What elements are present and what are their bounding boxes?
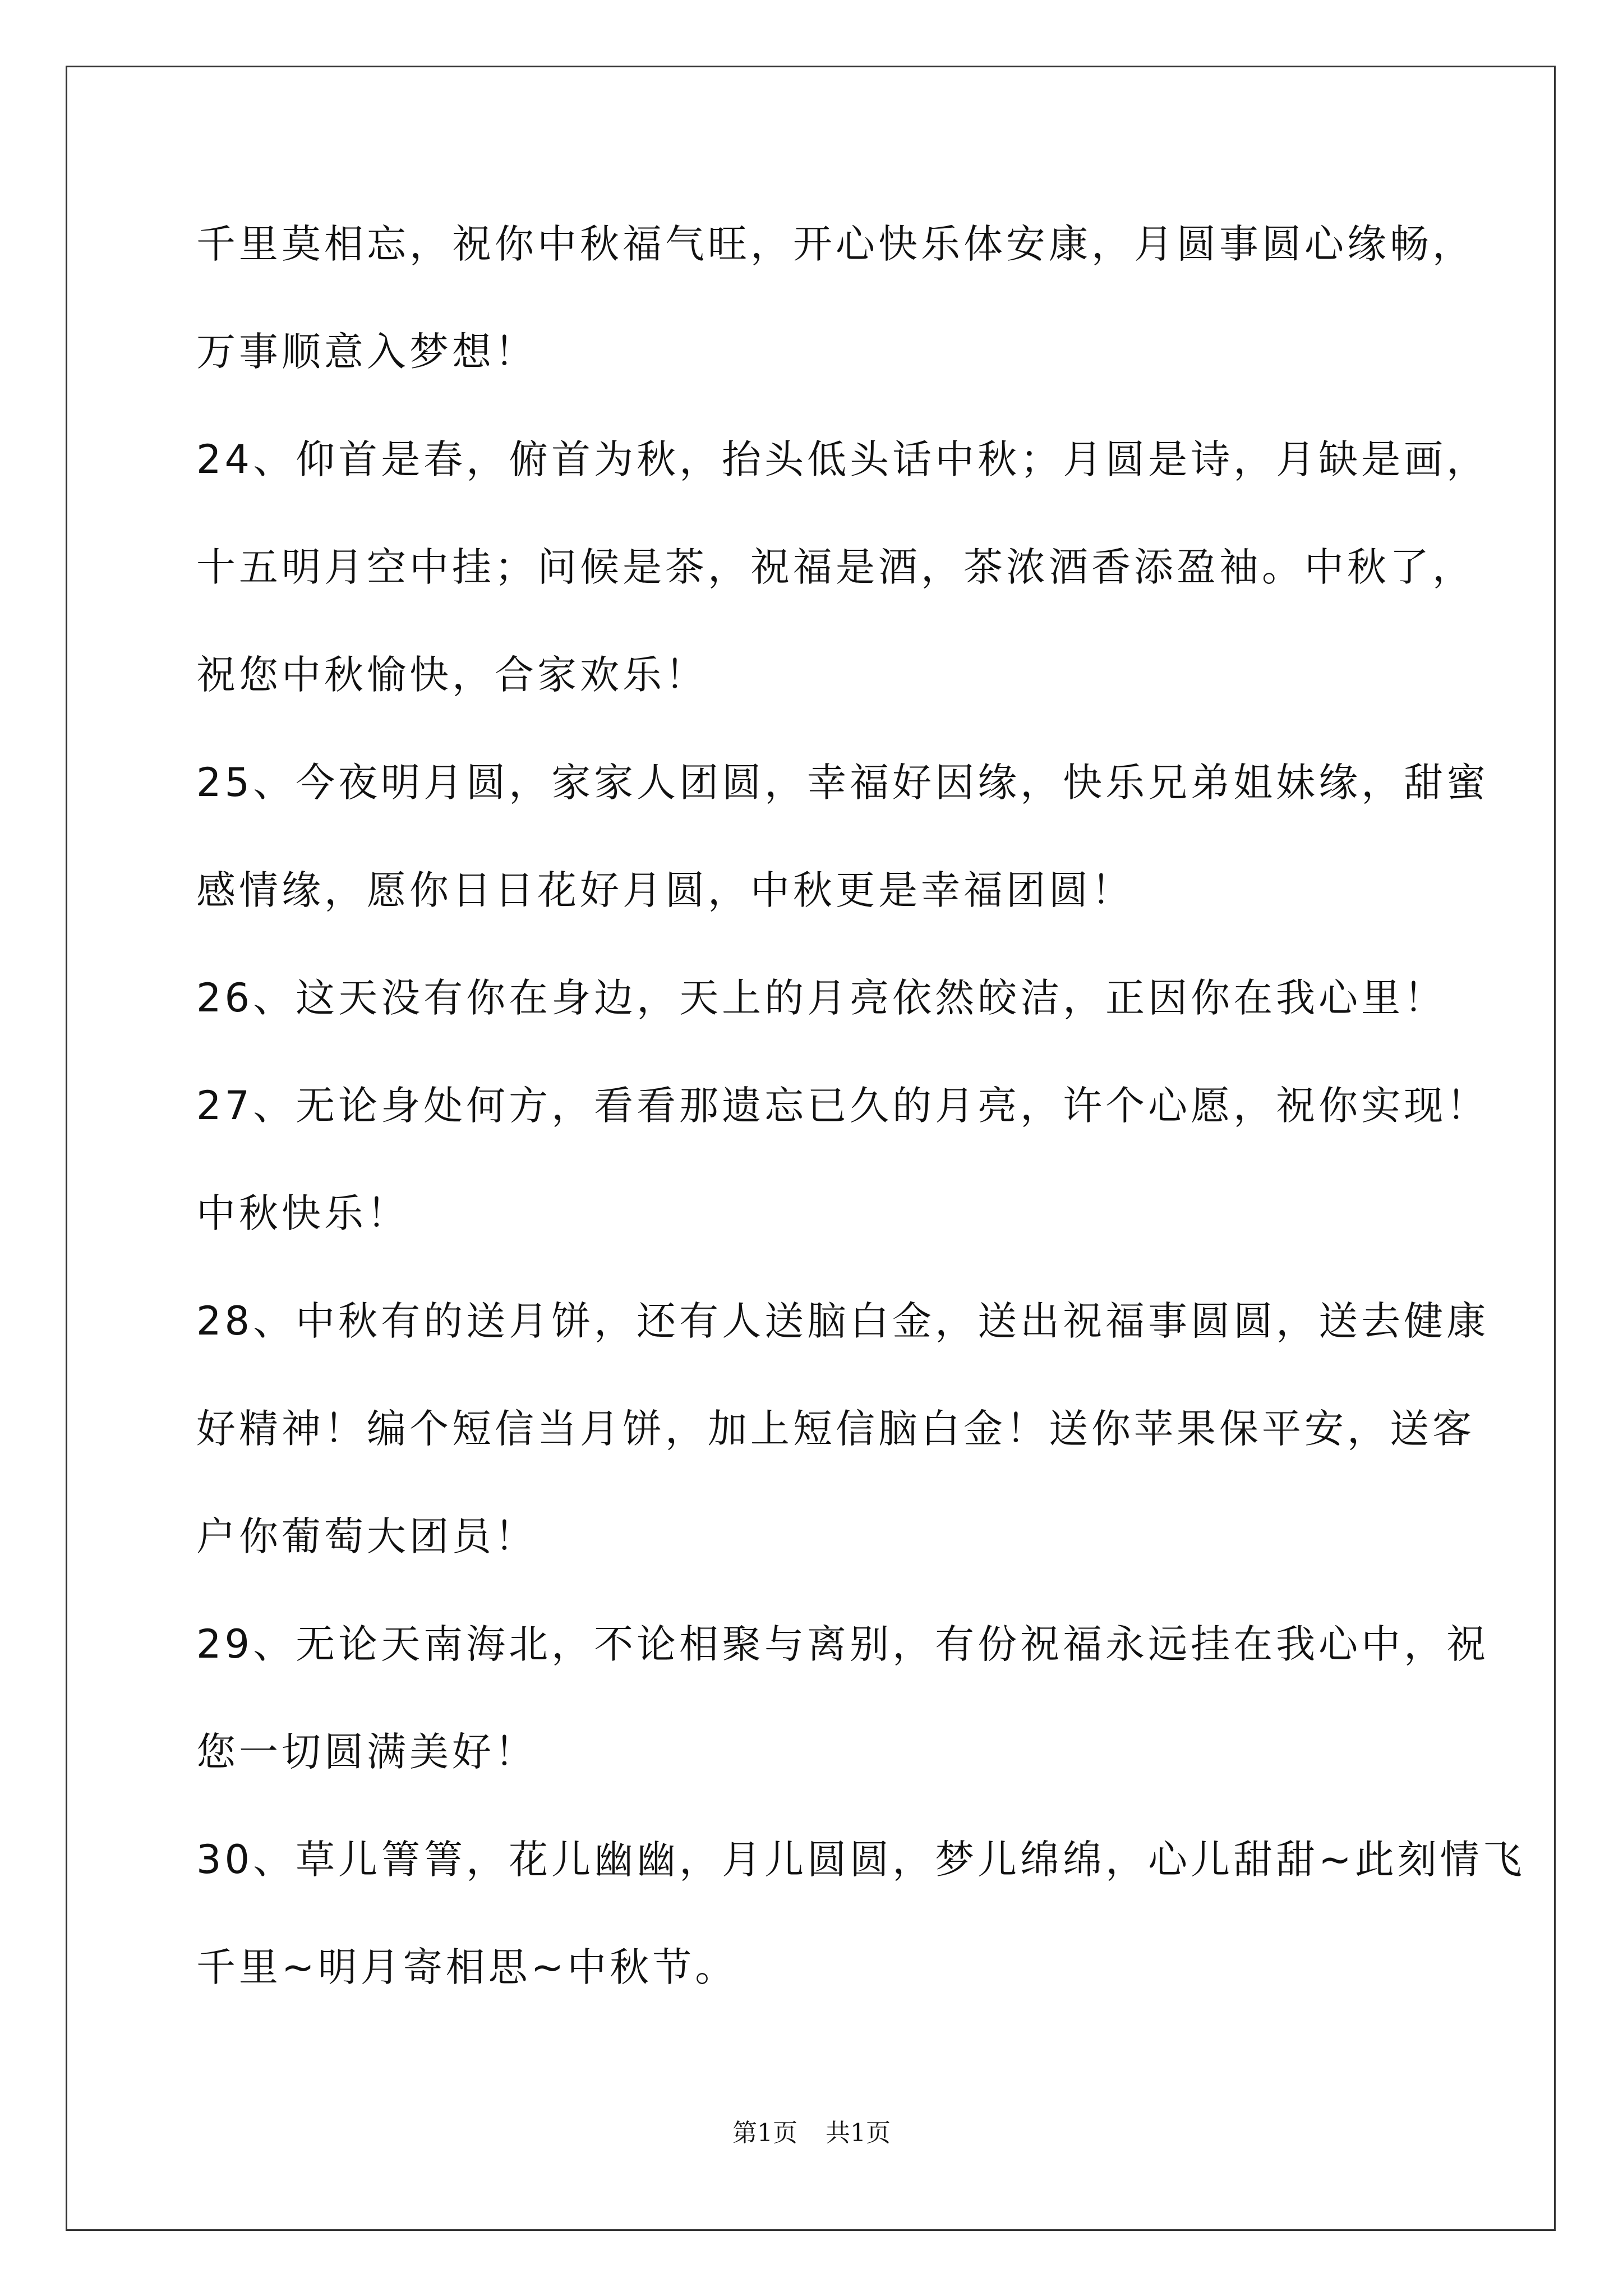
text-line: 26、这天没有你在身边，天上的月亮依然皎洁，正因你在我心里！ — [196, 975, 1447, 1021]
text-line: 好精神！编个短信当月饼，加上短信脑白金！送你苹果保平安，送客 — [196, 1406, 1475, 1452]
text-line: 29、无论天南海北，不论相聚与离别，有份祝福永远挂在我心中，祝 — [196, 1621, 1490, 1667]
text-line: 中秋快乐！ — [196, 1190, 409, 1236]
text-line: 千里~明月寄相思~中秋节。 — [196, 1944, 738, 1990]
text-line: 感情缘，愿你日日花好月圆，中秋更是幸福团圆！ — [196, 867, 1134, 913]
text-line: 十五明月空中挂；问候是茶，祝福是酒，茶浓酒香添盈袖。中秋了， — [196, 544, 1475, 590]
page-total: 共1页 — [826, 2119, 891, 2147]
text-line: 您一切圆满美好！ — [196, 1729, 537, 1775]
text-line: 24、仰首是春，俯首为秋，抬头低头话中秋；月圆是诗，月缺是画， — [196, 436, 1490, 482]
text-line: 千里莫相忘，祝你中秋福气旺，开心快乐体安康，月圆事圆心缘畅， — [196, 221, 1475, 267]
page-footer — [0, 2113, 1623, 2148]
text-line: 30、草儿箐箐，花儿幽幽，月儿圆圆，梦儿绵绵，心儿甜甜~此刻情飞 — [196, 1837, 1525, 1883]
document-body — [196, 213, 1525, 2044]
text-line: 祝您中秋愉快，合家欢乐！ — [196, 652, 708, 698]
text-line: 万事顺意入梦想！ — [196, 329, 537, 375]
text-line: 25、今夜明月圆，家家人团圆，幸福好因缘，快乐兄弟姐妹缘，甜蜜 — [196, 760, 1490, 806]
page-number: 第1页 — [732, 2119, 797, 2147]
text-line: 27、无论身处何方，看看那遗忘已久的月亮，许个心愿，祝你实现！ — [196, 1083, 1490, 1129]
text-line: 户你葡萄大团员！ — [196, 1513, 537, 1559]
text-line: 28、中秋有的送月饼，还有人送脑白金，送出祝福事圆圆，送去健康 — [196, 1298, 1490, 1344]
